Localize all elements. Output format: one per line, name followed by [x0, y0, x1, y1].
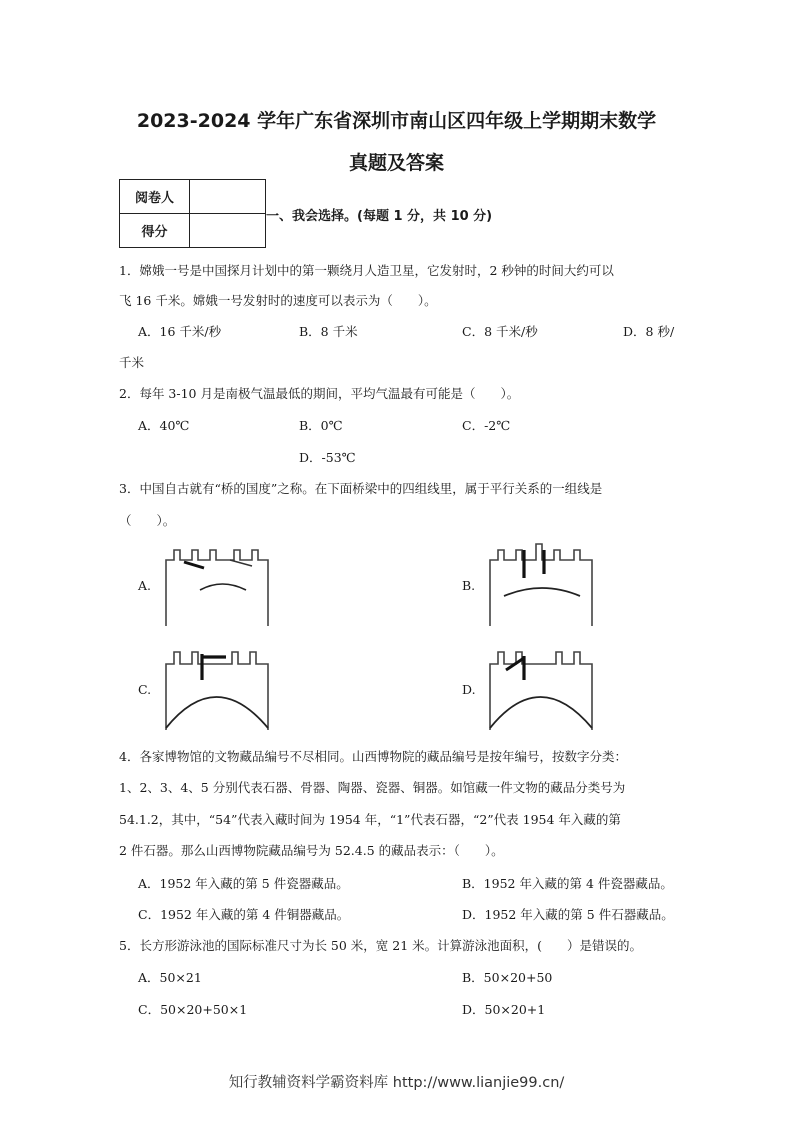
q4-option-d: D．1952 年入藏的第 5 件石器藏品。: [462, 907, 674, 922]
q1-option-d: D．8 秒/: [623, 324, 675, 339]
q4-option-b: B．1952 年入藏的第 4 件瓷器藏品。: [462, 876, 673, 891]
q4-line1: 4．各家博物馆的文物藏品编号不尽相同。山西博物院的藏品编号是按年编号，按数字分类：: [119, 749, 627, 764]
q3-label-d: D.: [462, 682, 476, 697]
footer-watermark: 知行教辅资料学霸资料库 http://www.lianjie99.cn/: [228, 1075, 565, 1091]
q3-line1: 3．中国自古就有“桥的国度”之称。在下面桥梁中的四组线里，属于平行关系的一组线是: [119, 481, 603, 496]
reviewer-label: 阅卷人: [120, 180, 190, 214]
q2-option-c: C．-2℃: [462, 418, 511, 433]
q3-label-c: C.: [138, 682, 152, 697]
document-title-line1: 2023-2024 学年广东省深圳市南山区四年级上学期期末数学: [136, 110, 657, 132]
q1-option-d-continued: 千米: [119, 355, 145, 370]
q1-option-b: B．8 千米: [299, 324, 358, 339]
q3-label-b: B.: [462, 578, 476, 593]
score-box: [190, 214, 266, 248]
q2-line1: 2．每年 3-10 月是南极气温最低的期间，平均气温最有可能是（ ）。: [119, 386, 520, 401]
q5-option-c: C．50×20+50×1: [138, 1002, 248, 1017]
q1-line1: 1．嫦娥一号是中国探月计划中的第一颗绕月人造卫星，它发射时，2 秒钟的时间大约可以: [119, 263, 614, 278]
reviewer-box: [190, 180, 266, 214]
score-table: [119, 179, 266, 248]
q5-option-b: B．50×20+50: [462, 970, 553, 985]
q3-label-a: A.: [138, 578, 152, 593]
section-heading: 一、我会选择。(每题 1 分，共 10 分): [266, 209, 493, 224]
bridge-figure-a: [160, 538, 275, 628]
score-label: 得分: [120, 214, 190, 248]
bridge-figure-b: [484, 538, 599, 628]
q5-option-d: D．50×20+1: [462, 1002, 546, 1017]
q5-line1: 5．长方形游泳池的国际标准尺寸为长 50 米，宽 21 米。计算游泳池面积，( ）是错误的。: [119, 938, 643, 953]
q1-option-a: A．16 千米/秒: [138, 324, 222, 339]
q1-line2: 飞 16 千米。嫦娥一号发射时的速度可以表示为（ ）。: [119, 293, 437, 308]
q4-option-a: A．1952 年入藏的第 5 件瓷器藏品。: [138, 876, 349, 891]
q1-option-c: C．8 千米/秒: [462, 324, 538, 339]
q4-line4: 2 件石器。那么山西博物院藏品编号为 52.4.5 的藏品表示：（ ）。: [119, 843, 504, 858]
q4-line3: 54.1.2，其中，“54”代表入藏时间为 1954 年，“1”代表石器，“2”代表 1954 年入藏的第: [119, 812, 621, 827]
q3-line2: （ ）。: [119, 513, 176, 528]
q2-option-d: D．-53℃: [299, 450, 356, 465]
q2-option-a: A．40℃: [138, 418, 190, 433]
q2-option-b: B．0℃: [299, 418, 343, 433]
q4-option-c: C．1952 年入藏的第 4 件铜器藏品。: [138, 907, 350, 922]
q4-line2: 1、2、3、4、5 分别代表石器、骨器、陶器、瓷器、铜器。如馆藏一件文物的藏品分类号为: [119, 780, 626, 795]
document-title-line2: 真题及答案: [348, 152, 444, 174]
q5-option-a: A．50×21: [138, 970, 202, 985]
bridge-figure-d: [484, 640, 599, 732]
bridge-figure-c: [160, 640, 275, 732]
